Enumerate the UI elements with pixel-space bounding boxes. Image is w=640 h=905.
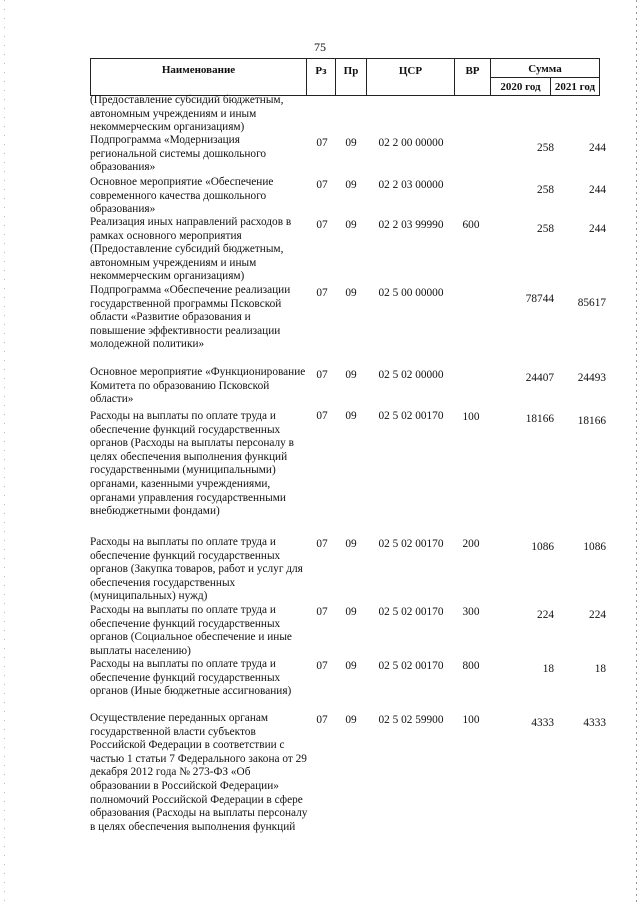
row-csr: 02 5 02 00000	[378, 369, 444, 381]
header-year-2020: 2020 год	[500, 81, 541, 93]
row-pr: 09	[345, 538, 357, 550]
row-csr: 02 5 02 00170	[378, 660, 444, 672]
row-sum-2020: 258	[537, 184, 554, 196]
row-rz: 07	[316, 137, 328, 149]
row-pr: 09	[345, 714, 357, 726]
row-pr: 09	[345, 179, 357, 191]
header-divider-vr	[454, 58, 455, 96]
row-csr: 02 2 00 00000	[378, 137, 444, 149]
row-name: Расходы на выплаты по оплате труда и обеспечение функций государственных органов (Закупка товаров, работ и услуг для обеспечения государственных (муниципальных) нужд)	[90, 536, 303, 603]
row-rz: 07	[316, 410, 328, 422]
row-name: Расходы на выплаты по оплате труда и обеспечение функций государственных органов (Расходы на выплаты персоналу в целях обеспечения выполнения функций государственными (муниципальными) органами, казенными учреждениями, органами управления государственными внебюджетными фондами)	[90, 410, 294, 518]
row-rz: 07	[316, 660, 328, 672]
row-name: (Предоставление субсидий бюджетным, автономным учреждениям и иным некоммерческим организациям)	[90, 94, 284, 134]
header-divider-csr	[366, 58, 367, 96]
row-rz: 07	[316, 369, 328, 381]
row-name: Расходы на выплаты по оплате труда и обеспечение функций государственных органов (Социальное обеспечение и иные выплаты населению)	[90, 604, 292, 657]
row-csr: 02 5 02 00170	[378, 538, 444, 550]
row-sum-2020: 258	[537, 142, 554, 154]
row-csr: 02 2 03 00000	[378, 179, 444, 191]
header-csr: ЦСР	[398, 65, 423, 77]
row-pr: 09	[345, 287, 357, 299]
row-sum-2020: 18	[542, 663, 554, 675]
row-vr: 200	[462, 538, 480, 550]
row-vr: 600	[462, 219, 480, 231]
row-sum-2021: 224	[589, 609, 606, 621]
row-rz: 07	[316, 606, 328, 618]
header-top-border	[90, 58, 600, 59]
row-sum-2021: 85617	[577, 297, 606, 309]
row-sum-2020: 24407	[525, 372, 554, 384]
scan-edge-right	[636, 0, 637, 905]
row-pr: 09	[345, 137, 357, 149]
header-pr: Пр	[343, 65, 359, 77]
row-sum-2021: 244	[589, 184, 606, 196]
row-csr: 02 5 00 00000	[378, 287, 444, 299]
header-name: Наименование	[161, 64, 236, 76]
header-sum: Сумма	[528, 63, 562, 75]
row-pr: 09	[345, 410, 357, 422]
header-sum-underline	[490, 77, 600, 78]
row-rz: 07	[316, 219, 328, 231]
header-divider-pr	[335, 58, 336, 96]
row-sum-2020: 78744	[525, 293, 554, 305]
row-vr: 800	[462, 660, 480, 672]
row-sum-2020: 224	[537, 609, 554, 621]
row-name: Основное мероприятие «Функционирование Комитета по образованию Псковской области»	[90, 366, 306, 406]
row-pr: 09	[345, 606, 357, 618]
row-pr: 09	[345, 369, 357, 381]
page-number: 75	[314, 40, 326, 54]
scan-edge-left	[4, 0, 5, 905]
row-csr: 02 5 02 00170	[378, 606, 444, 618]
row-name: Реализация иных направлений расходов в рамках основного мероприятия (Предоставление субсидий бюджетным, автономным учреждениям и иным некоммерческим организациям)	[90, 216, 292, 283]
row-csr: 02 2 03 99990	[378, 219, 444, 231]
row-sum-2021: 4333	[583, 717, 606, 729]
table-header	[90, 58, 600, 96]
row-vr: 100	[462, 411, 480, 423]
row-vr: 300	[462, 606, 480, 618]
row-rz: 07	[316, 179, 328, 191]
row-rz: 07	[316, 714, 328, 726]
row-pr: 09	[345, 219, 357, 231]
row-sum-2021: 18166	[577, 415, 606, 427]
row-rz: 07	[316, 287, 328, 299]
row-name: Подпрограмма «Модернизация региональной системы дошкольного образования»	[90, 134, 267, 174]
row-name: Основное мероприятие «Обеспечение современного качества дошкольного образования»	[90, 176, 274, 216]
row-name: Подпрограмма «Обеспечение реализации государственной программы Псковской области «Развитие образования и повышение эффективности реализации молодежной политики»	[90, 284, 291, 351]
row-sum-2020: 4333	[531, 717, 554, 729]
row-sum-2020: 18166	[525, 413, 554, 425]
row-sum-2021: 244	[589, 223, 606, 235]
row-sum-2021: 1086	[583, 541, 606, 553]
row-vr: 100	[462, 714, 480, 726]
header-vr: ВР	[465, 65, 480, 77]
header-year-2021: 2021 год	[554, 81, 596, 93]
row-rz: 07	[316, 538, 328, 550]
row-csr: 02 5 02 59900	[378, 714, 444, 726]
row-sum-2020: 1086	[531, 541, 554, 553]
header-divider-rz	[306, 58, 307, 96]
row-name: Расходы на выплаты по оплате труда и обеспечение функций государственных органов (Иные бюджетные ассигнования)	[90, 658, 292, 698]
row-pr: 09	[345, 660, 357, 672]
row-name: Осуществление переданных органам государственной власти субъектов Российской Федерации в соответствии с частью 1 статьи 7 Федерального закона от 29 декабря 2012 года № 273-ФЗ «Об образовании в Российской Федерации» полномочий Российской Федерации в сфере образования (Расходы на выплаты персоналу в целях обеспечения выполнения функций	[90, 712, 308, 833]
row-sum-2021: 244	[589, 142, 606, 154]
row-sum-2020: 258	[537, 223, 554, 235]
row-sum-2021: 18	[594, 663, 606, 675]
header-rz: Рз	[315, 65, 327, 77]
row-csr: 02 5 02 00170	[378, 410, 444, 422]
row-sum-2021: 24493	[577, 372, 606, 384]
